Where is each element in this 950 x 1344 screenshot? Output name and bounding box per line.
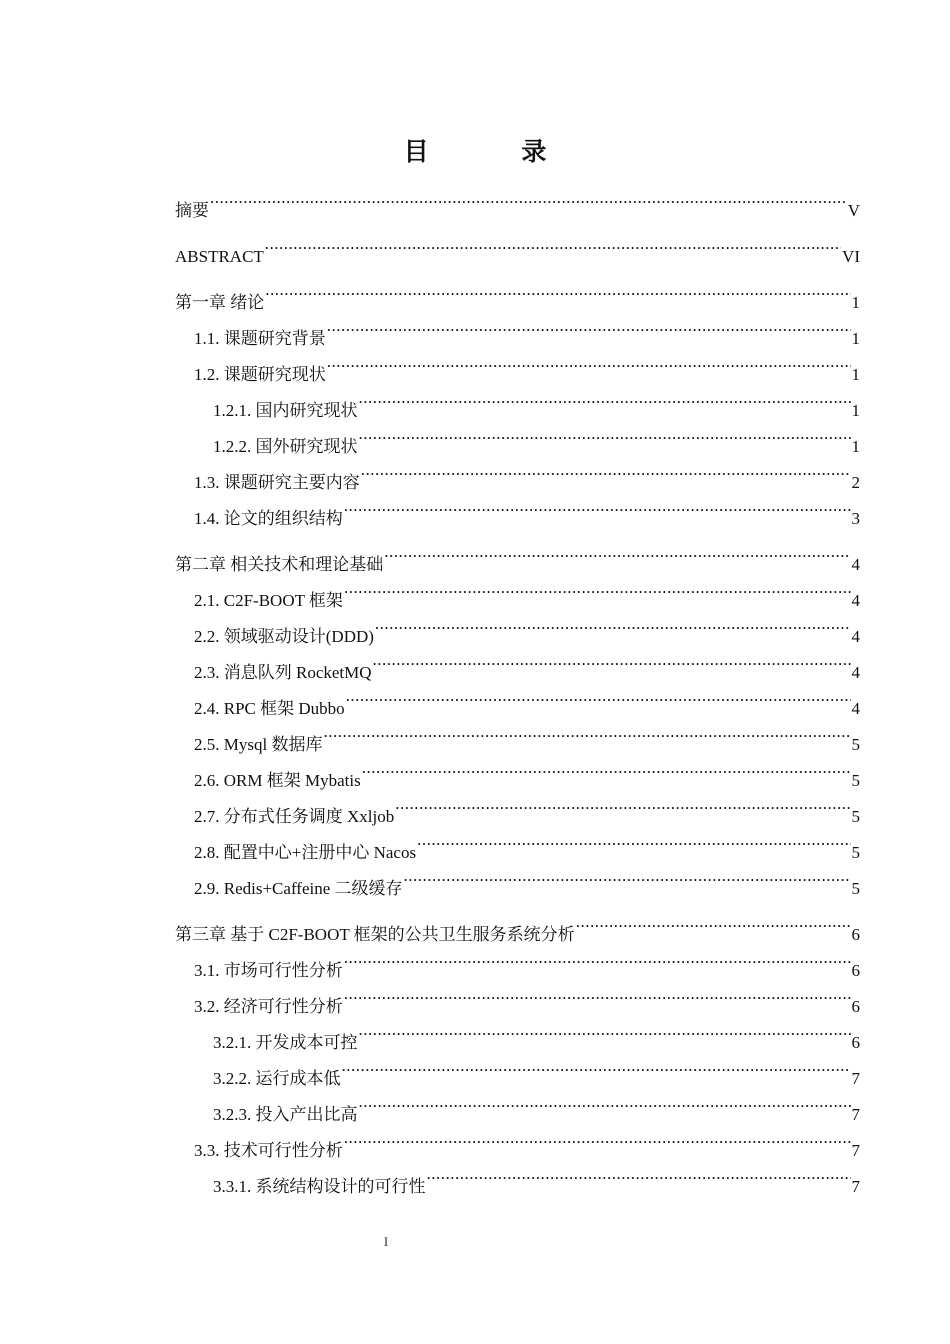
leader-dots <box>327 308 851 344</box>
toc-entry-page: V <box>847 201 860 220</box>
toc-entry-label: 3.3.1. 系统结构设计的可行性 <box>213 1177 426 1196</box>
leader-dots <box>404 858 851 894</box>
toc-entry-page: 6 <box>851 925 860 944</box>
leader-dots <box>427 1156 851 1192</box>
toc-entry-page: 6 <box>851 961 860 980</box>
leader-dots <box>359 416 851 452</box>
toc-entry-label: 2.1. C2F-BOOT 框架 <box>194 591 343 610</box>
toc-entry-page: 1 <box>851 293 860 312</box>
toc-entry-page: 5 <box>851 771 860 790</box>
leader-dots <box>323 714 850 750</box>
toc-entry-page: 5 <box>851 843 860 862</box>
toc-entry-page: 4 <box>851 663 860 682</box>
toc-entry-label: 3.3. 技术可行性分析 <box>194 1141 343 1160</box>
leader-dots <box>417 822 850 858</box>
toc-entry-page: 3 <box>851 509 860 528</box>
leader-dots <box>210 180 847 216</box>
toc-entry-page: 1 <box>851 329 860 348</box>
toc-entry-label: ABSTRACT <box>175 247 264 266</box>
leader-dots <box>359 1012 851 1048</box>
leader-dots <box>344 570 851 606</box>
table-of-contents <box>175 180 860 1196</box>
toc-entry-label: 2.2. 领域驱动设计(DDD) <box>194 627 374 646</box>
toc-entry-page: 4 <box>851 627 860 646</box>
toc-entry-label: 2.8. 配置中心+注册中心 Nacos <box>194 843 417 862</box>
toc-entry-label: 3.2.2. 运行成本低 <box>213 1069 341 1088</box>
toc-entry-label: 1.2.1. 国内研究现状 <box>213 401 358 420</box>
toc-title: 目 录 <box>403 137 589 166</box>
toc-entry-chapter-1[interactable] <box>175 272 860 312</box>
toc-entry-page: 4 <box>851 555 860 574</box>
toc-entry-label: 摘要 <box>175 201 209 220</box>
leader-dots <box>395 786 850 822</box>
toc-entry-page: 1 <box>851 401 860 420</box>
toc-entry-page: 7 <box>851 1177 860 1196</box>
toc-entry-label: 2.3. 消息队列 RocketMQ <box>194 663 372 682</box>
leader-dots <box>327 344 851 380</box>
leader-dots <box>375 606 851 642</box>
toc-entry-label: 1.3. 课题研究主要内容 <box>194 473 360 492</box>
leader-dots <box>342 1048 851 1084</box>
leader-dots <box>373 642 851 678</box>
toc-entry-label: 2.9. Redis+Caffeine 二级缓存 <box>194 879 403 898</box>
leader-dots <box>344 488 851 524</box>
toc-entry-label: 第二章 相关技术和理论基础 <box>175 555 384 574</box>
toc-entry-page: 6 <box>851 997 860 1016</box>
toc-entry-label: 3.2.3. 投入产出比高 <box>213 1105 358 1124</box>
leader-dots <box>361 452 851 488</box>
leader-dots <box>359 1084 851 1120</box>
toc-entry-label: 1.2. 课题研究现状 <box>194 365 326 384</box>
toc-entry-page: 4 <box>851 699 860 718</box>
toc-entry-label: 1.4. 论文的组织结构 <box>194 509 343 528</box>
toc-entry-chapter-2[interactable] <box>175 534 860 574</box>
toc-entry-label: 2.5. Mysql 数据库 <box>194 735 323 754</box>
leader-dots <box>265 226 841 262</box>
toc-entry-label: 1.1. 课题研究背景 <box>194 329 326 348</box>
leader-dots <box>362 750 851 786</box>
toc-entry-page: 6 <box>851 1033 860 1052</box>
toc-entry-1-1[interactable] <box>175 308 860 348</box>
toc-entry-label: 3.1. 市场可行性分析 <box>194 961 343 980</box>
leader-dots <box>346 678 851 714</box>
toc-entry-page: 1 <box>851 437 860 456</box>
leader-dots <box>344 976 851 1012</box>
toc-entry-label: 3.2. 经济可行性分析 <box>194 997 343 1016</box>
toc-entry-chapter-3[interactable] <box>175 904 860 944</box>
toc-entry-label: 2.4. RPC 框架 Dubbo <box>194 699 345 718</box>
toc-entry-page: 5 <box>851 807 860 826</box>
toc-entry-label: 3.2.1. 开发成本可控 <box>213 1033 358 1052</box>
toc-entry-page: 7 <box>851 1069 860 1088</box>
toc-entry-abstract-cn[interactable] <box>175 180 860 220</box>
toc-entry-label: 2.6. ORM 框架 Mybatis <box>194 771 361 790</box>
leader-dots <box>359 380 851 416</box>
toc-entry-page: 5 <box>851 879 860 898</box>
leader-dots <box>384 534 850 570</box>
toc-entry-label: 第三章 基于 C2F-BOOT 框架的公共卫生服务系统分析 <box>175 925 575 944</box>
leader-dots <box>265 272 850 308</box>
toc-entry-label: 2.7. 分布式任务调度 Xxljob <box>194 807 395 826</box>
toc-entry-label: 第一章 绪论 <box>175 293 265 312</box>
toc-entry-page: 5 <box>851 735 860 754</box>
toc-entry-page: 7 <box>851 1141 860 1160</box>
page-number-footer: I <box>383 1234 389 1249</box>
toc-entry-page: VI <box>842 247 860 266</box>
toc-entry-page: 4 <box>851 591 860 610</box>
toc-entry-label: 1.2.2. 国外研究现状 <box>213 437 358 456</box>
toc-entry-abstract-en[interactable] <box>175 226 860 266</box>
leader-dots <box>576 904 851 940</box>
leader-dots <box>344 940 851 976</box>
toc-entry-page: 2 <box>851 473 860 492</box>
toc-entry-page: 1 <box>851 365 860 384</box>
toc-entry-page: 7 <box>851 1105 860 1124</box>
leader-dots <box>344 1120 851 1156</box>
